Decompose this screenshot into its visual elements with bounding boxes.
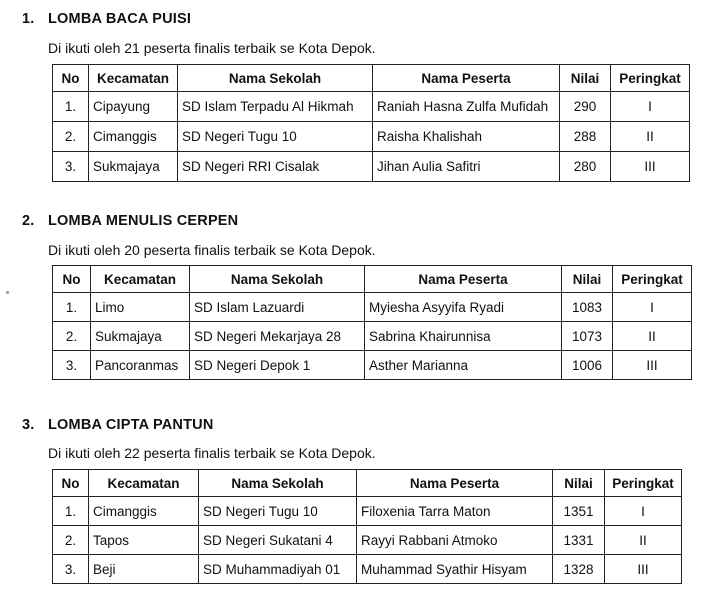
cell-nama-sekolah: SD Negeri RRI Cisalak (178, 152, 373, 182)
header-peringkat: Peringkat (605, 470, 682, 497)
cell-nama-peserta: Raniah Hasna Zulfa Mufidah (373, 92, 560, 122)
table-row (53, 322, 692, 351)
cell-kecamatan: Pancoranmas (91, 351, 190, 380)
header-nama-peserta: Nama Peserta (357, 470, 553, 497)
table-row (53, 92, 690, 122)
cell-kecamatan: Limo (91, 293, 190, 322)
cell-nilai: 1083 (562, 293, 613, 322)
header-nama-sekolah: Nama Sekolah (190, 266, 365, 293)
header-nama-sekolah: Nama Sekolah (199, 470, 357, 497)
cell-no: 1. (53, 92, 89, 122)
cell-nama-sekolah: SD Negeri Tugu 10 (178, 122, 373, 152)
cell-no: 3. (53, 351, 91, 380)
cell-nilai: 280 (560, 152, 611, 182)
cell-peringkat: III (613, 351, 692, 380)
cell-peringkat: I (613, 293, 692, 322)
cell-no: 2. (53, 122, 89, 152)
table-row (53, 351, 692, 380)
cell-kecamatan: Cimanggis (89, 122, 178, 152)
cell-nama-peserta: Asther Marianna (365, 351, 562, 380)
section-number: 3. (22, 417, 35, 433)
section-subtitle: Di ikuti oleh 21 peserta finalis terbaik se Kota Depok. (48, 40, 376, 56)
cell-nama-peserta: Raisha Khalishah (373, 122, 560, 152)
cell-kecamatan: Beji (89, 555, 199, 584)
cell-nilai: 1073 (562, 322, 613, 351)
cell-kecamatan: Sukmajaya (89, 152, 178, 182)
table-row (53, 122, 690, 152)
header-nama-peserta: Nama Peserta (373, 65, 560, 92)
cell-nama-peserta: Myiesha Asyyifa Ryadi (365, 293, 562, 322)
results-table (52, 265, 692, 380)
cell-kecamatan: Sukmajaya (91, 322, 190, 351)
cell-nilai: 1331 (553, 526, 605, 555)
cell-no: 2. (53, 322, 91, 351)
section-heading (22, 11, 191, 27)
section-subtitle: Di ikuti oleh 22 peserta finalis terbaik se Kota Depok. (48, 445, 376, 461)
cell-no: 3. (53, 152, 89, 182)
cell-nama-peserta: Filoxenia Tarra Maton (357, 497, 553, 526)
cell-nama-peserta: Muhammad Syathir Hisyam (357, 555, 553, 584)
table-header-row (53, 65, 690, 92)
table-header-row (53, 266, 692, 293)
cell-kecamatan: Cimanggis (89, 497, 199, 526)
table-header-row (53, 470, 682, 497)
cell-nilai: 290 (560, 92, 611, 122)
header-no: No (53, 266, 91, 293)
header-no: No (53, 470, 89, 497)
cell-no: 3. (53, 555, 89, 584)
cell-nama-peserta: Jihan Aulia Safitri (373, 152, 560, 182)
cell-nilai: 1328 (553, 555, 605, 584)
cell-nama-peserta: Rayyi Rabbani Atmoko (357, 526, 553, 555)
section-number: 1. (22, 11, 35, 27)
header-peringkat: Peringkat (613, 266, 692, 293)
section-heading (22, 213, 238, 229)
cell-peringkat: II (611, 122, 690, 152)
cell-nilai: 1006 (562, 351, 613, 380)
cell-peringkat: III (611, 152, 690, 182)
header-nama-peserta: Nama Peserta (365, 266, 562, 293)
cell-peringkat: I (605, 497, 682, 526)
results-table (52, 64, 690, 182)
cell-nilai: 288 (560, 122, 611, 152)
cell-peringkat: II (613, 322, 692, 351)
header-kecamatan: Kecamatan (89, 65, 178, 92)
results-table (52, 469, 682, 584)
cell-no: 2. (53, 526, 89, 555)
table-row (53, 497, 682, 526)
cell-peringkat: II (605, 526, 682, 555)
cell-nama-sekolah: SD Negeri Mekarjaya 28 (190, 322, 365, 351)
cell-no: 1. (53, 293, 91, 322)
cell-nilai: 1351 (553, 497, 605, 526)
table-row (53, 555, 682, 584)
section-title: LOMBA MENULIS CERPEN (48, 213, 239, 229)
cell-nama-sekolah: SD Muhammadiyah 01 (199, 555, 357, 584)
table-row (53, 152, 690, 182)
header-nama-sekolah: Nama Sekolah (178, 65, 373, 92)
cell-nama-sekolah: SD Negeri Sukatani 4 (199, 526, 357, 555)
section-heading (22, 417, 214, 433)
header-nilai: Nilai (562, 266, 613, 293)
cell-nama-peserta: Sabrina Khairunnisa (365, 322, 562, 351)
cell-kecamatan: Cipayung (89, 92, 178, 122)
header-peringkat: Peringkat (611, 65, 690, 92)
table-row (53, 526, 682, 555)
scan-speck (6, 291, 9, 294)
header-kecamatan: Kecamatan (89, 470, 199, 497)
header-no: No (53, 65, 89, 92)
cell-peringkat: I (611, 92, 690, 122)
cell-kecamatan: Tapos (89, 526, 199, 555)
cell-nama-sekolah: SD Islam Lazuardi (190, 293, 365, 322)
cell-nama-sekolah: SD Islam Terpadu Al Hikmah (178, 92, 373, 122)
header-nilai: Nilai (560, 65, 611, 92)
table-row (53, 293, 692, 322)
section-title: LOMBA CIPTA PANTUN (48, 417, 214, 433)
cell-nama-sekolah: SD Negeri Depok 1 (190, 351, 365, 380)
section-title: LOMBA BACA PUISI (48, 11, 192, 27)
section-number: 2. (22, 213, 35, 229)
cell-no: 1. (53, 497, 89, 526)
header-nilai: Nilai (553, 470, 605, 497)
header-kecamatan: Kecamatan (91, 266, 190, 293)
cell-peringkat: III (605, 555, 682, 584)
cell-nama-sekolah: SD Negeri Tugu 10 (199, 497, 357, 526)
section-subtitle: Di ikuti oleh 20 peserta finalis terbaik se Kota Depok. (48, 242, 376, 258)
